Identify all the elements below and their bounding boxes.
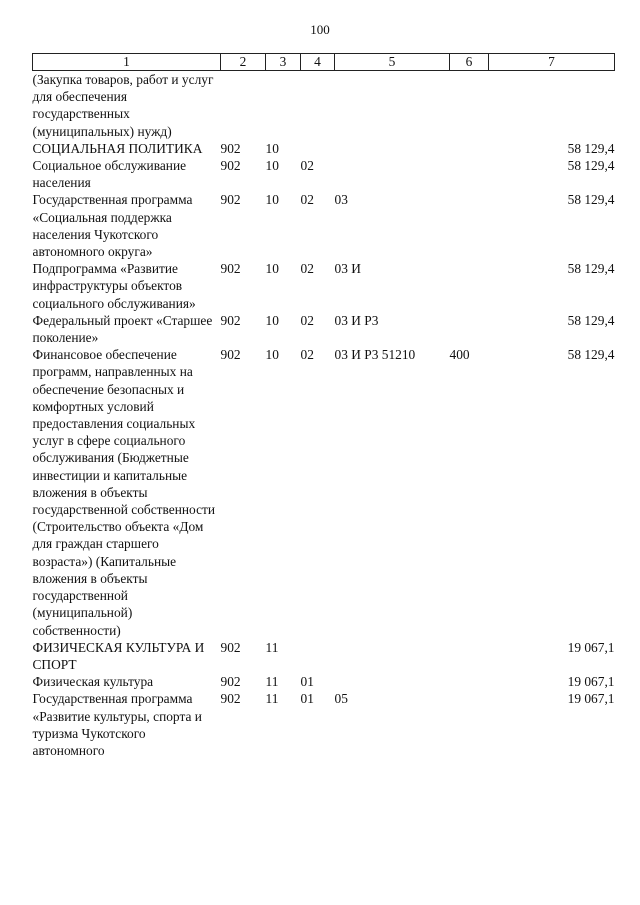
row-expense-type [450, 157, 489, 191]
row-target-code [335, 71, 450, 140]
row-section-code: 11 [265, 691, 279, 707]
row-expense-type [450, 260, 489, 312]
row-expense-type [450, 140, 489, 157]
row-amount: 58 129,4 [567, 261, 615, 277]
row-target-code: 05 [334, 691, 348, 707]
row-subsection-code: 02 [300, 192, 314, 208]
row-subsection-code: 01 [300, 691, 314, 707]
row-amount: 58 129,4 [567, 192, 615, 208]
row-amount: 19 067,1 [567, 691, 615, 707]
row-section-code: 10 [265, 140, 279, 156]
row-section-code: 10 [265, 312, 279, 328]
row-expense-type: 400 [449, 347, 470, 363]
row-subsection-code [301, 639, 335, 673]
row-name: Финансовое обеспечение программ, направленных на обеспечение безопасных и комфортных условий предоставления социальных услуг в сфере социального обслуживания (Бюджетные инвестиции и капитальные вложения в объекты государственной собственности (Строительство объекта «Дом для граждан старшего возраста») (Капитальные вложения в объекты государственной (муниципальной) собственности) [32, 347, 216, 638]
column-header-4: 4 [301, 54, 335, 71]
row-ministry-code: 902 [220, 674, 241, 690]
row-target-code [335, 157, 450, 191]
row-target-code [335, 673, 450, 690]
row-target-code [335, 140, 450, 157]
row-expense-type [450, 673, 489, 690]
row-name: Социальное обслуживание населения [32, 158, 187, 191]
row-expense-type [450, 690, 489, 759]
row-expense-type [450, 191, 489, 260]
column-header-6: 6 [450, 54, 489, 71]
row-amount: 58 129,4 [567, 347, 615, 363]
row-name: (Закупка товаров, работ и услуг для обеспечения государственных (муниципальных) нужд) [32, 72, 214, 139]
row-ministry-code: 902 [220, 639, 241, 655]
table-row [33, 690, 615, 759]
table-row [33, 312, 615, 346]
row-name: Подпрограмма «Развитие инфраструктуры объектов социального обслуживания» [32, 261, 196, 311]
row-expense-type [450, 312, 489, 346]
row-section-code: 10 [265, 158, 279, 174]
row-target-code: 03 И Р3 51210 [334, 347, 416, 363]
row-amount: 58 129,4 [567, 158, 615, 174]
row-ministry-code: 902 [220, 312, 241, 328]
column-header-1: 1 [33, 54, 221, 71]
row-amount: 19 067,1 [567, 639, 615, 655]
row-name: Федеральный проект «Старшее поколение» [32, 312, 213, 346]
table-row [33, 71, 615, 140]
row-ministry-code: 902 [220, 261, 241, 277]
row-ministry-code: 902 [220, 347, 241, 363]
table-row [33, 673, 615, 690]
row-ministry-code: 902 [220, 691, 241, 707]
row-expense-type [450, 71, 489, 140]
row-ministry-code [221, 71, 266, 140]
row-amount: 58 129,4 [567, 312, 615, 328]
budget-table [32, 53, 615, 759]
table-header-row [33, 54, 615, 71]
row-subsection-code: 02 [300, 312, 314, 328]
row-target-code: 03 [334, 192, 348, 208]
table-row [33, 346, 615, 638]
row-target-code: 03 И Р3 [334, 312, 379, 328]
table-row [33, 639, 615, 673]
row-subsection-code: 01 [300, 674, 314, 690]
page-number: 100 [310, 22, 330, 37]
table-row [33, 260, 615, 312]
row-name: СОЦИАЛЬНАЯ ПОЛИТИКА [32, 140, 203, 156]
column-header-3: 3 [266, 54, 301, 71]
row-ministry-code: 902 [220, 192, 241, 208]
row-ministry-code: 902 [220, 158, 241, 174]
table-row [33, 140, 615, 157]
row-section-code [266, 71, 301, 140]
row-expense-type [450, 639, 489, 673]
column-header-2: 2 [221, 54, 266, 71]
row-amount [489, 71, 615, 140]
row-name: Государственная программа «Развитие культуры, спорта и туризма Чукотского автономного [32, 691, 202, 758]
table-row [33, 191, 615, 260]
row-section-code: 11 [265, 639, 279, 655]
row-name: Государственная программа «Социальная поддержка населения Чукотского автономного округа» [32, 192, 193, 260]
row-section-code: 10 [265, 261, 279, 277]
row-ministry-code: 902 [220, 140, 241, 156]
row-subsection-code: 02 [300, 158, 314, 174]
row-target-code [335, 639, 450, 673]
column-header-7: 7 [489, 54, 615, 71]
table-row [33, 157, 615, 191]
row-section-code: 10 [265, 347, 279, 363]
row-amount: 58 129,4 [567, 140, 615, 156]
row-target-code: 03 И [334, 261, 361, 277]
row-subsection-code: 02 [300, 347, 314, 363]
row-subsection-code [301, 71, 335, 140]
row-section-code: 11 [265, 674, 279, 690]
row-name: Физическая культура [32, 674, 154, 690]
row-subsection-code [301, 140, 335, 157]
row-section-code: 10 [265, 192, 279, 208]
row-name: ФИЗИЧЕСКАЯ КУЛЬТУРА И СПОРТ [32, 639, 205, 672]
column-header-5: 5 [335, 54, 450, 71]
row-subsection-code: 02 [300, 261, 314, 277]
row-amount: 19 067,1 [567, 674, 615, 690]
